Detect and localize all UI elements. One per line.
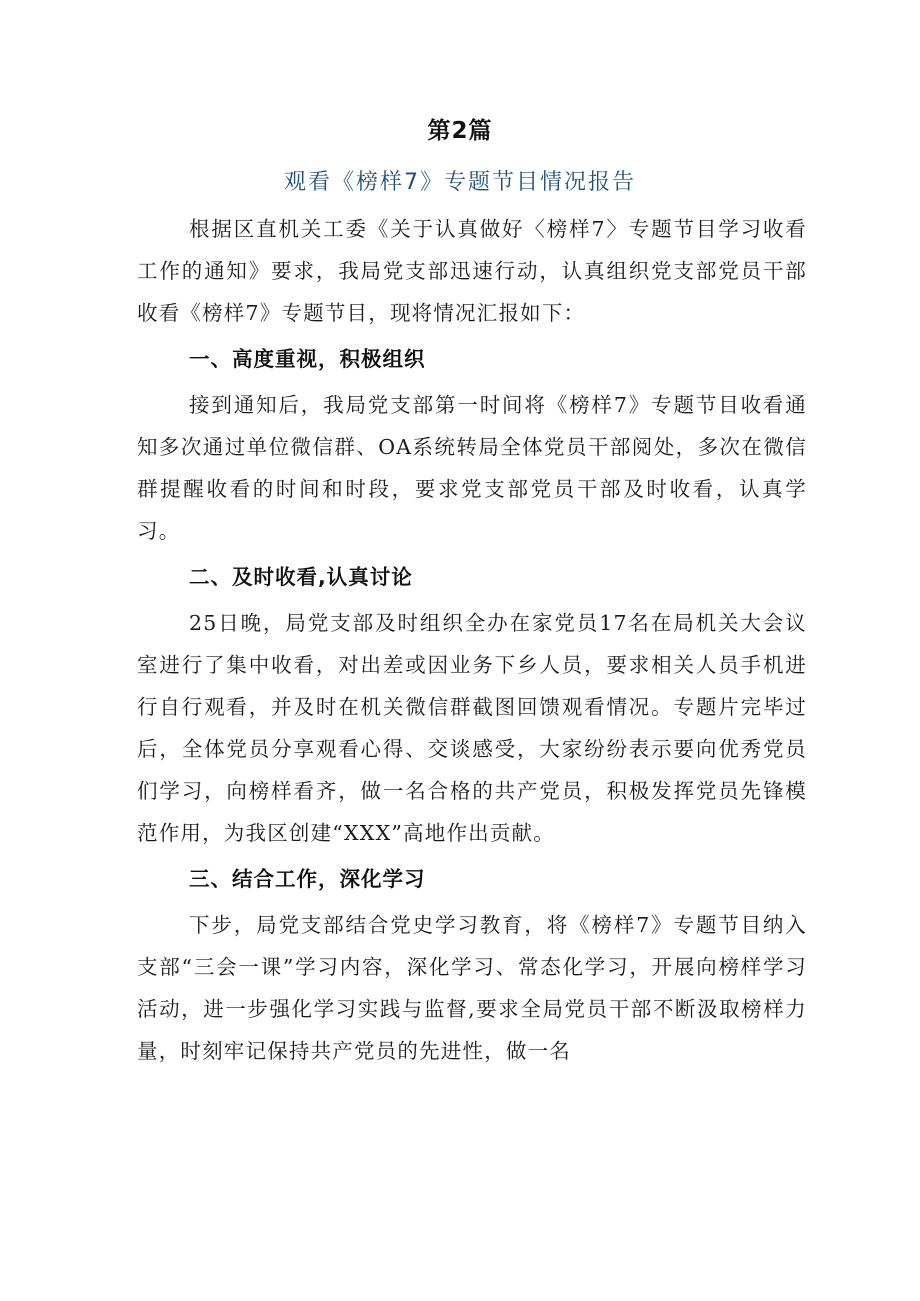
- report-body: [137, 208, 807, 1072]
- section-3-paragraph: 下步，局党支部结合党史学习教育，将《榜样7》专题节目纳入支部“三会一课”学习内容，深化学习、常态化学习，开展向榜样学习活动，进一步强化学习实践与监督,要求全局党员干部不断汲取榜样力量，时刻牢记保持共产党员的先进性，做一名: [137, 913, 807, 1063]
- section-1-heading: 一、高度重视，积极组织: [189, 347, 426, 371]
- section-1-paragraph: 接到通知后，我局党支部第一时间将《榜样7》专题节目收看通知多次通过单位微信群、OA系统转局全体党员干部阅处，多次在微信群提醒收看的时间和时段，要求党支部党员干部及时收看，认真学习。: [137, 393, 807, 543]
- section-3-heading: 三、结合工作，深化学习: [189, 867, 426, 891]
- report-title: 观看《榜样7》专题节目情况报告: [284, 170, 636, 195]
- chapter-label: 第2篇: [427, 118, 493, 144]
- intro-paragraph: 根据区直机关工委《关于认真做好〈榜样7〉专题节目学习收看工作的通知》要求，我局党支部迅速行动，认真组织党支部党员干部收看《榜样7》专题节目，现将情况汇报如下：: [137, 217, 807, 325]
- section-2-heading: 二、及时收看,认真讨论: [189, 565, 413, 589]
- section-2-paragraph: 25日晚，局党支部及时组织全办在家党员17名在局机关大会议室进行了集中收看，对出差或因业务下乡人员，要求相关人员手机进行自行观看，并及时在机关微信群截图回馈观看情况。专题片完毕过后，全体党员分享观看心得、交谈感受，大家纷纷表示要向优秀党员们学习，向榜样看齐，做一名合格的共产党员，积极发挥党员先锋模范作用，为我区创建“XXX”高地作出贡献。: [137, 611, 807, 845]
